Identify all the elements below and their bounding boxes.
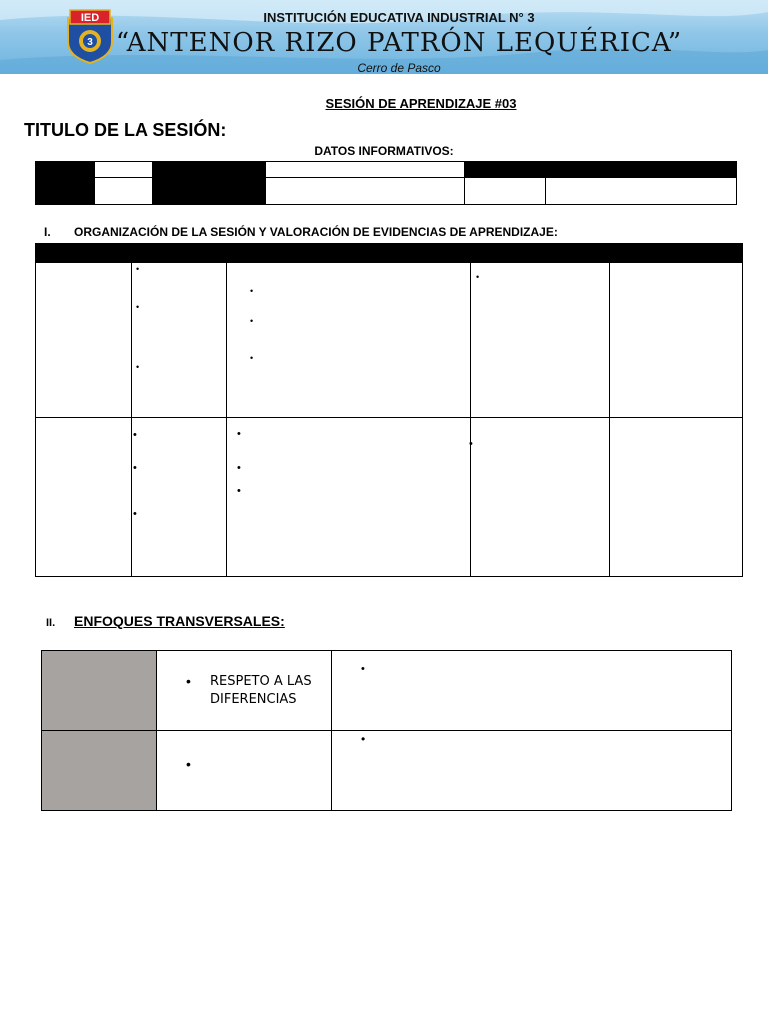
bullet: • bbox=[361, 732, 366, 746]
section-2-numeral: II. bbox=[46, 617, 56, 629]
bullet: • bbox=[469, 438, 473, 450]
organizacion-cell bbox=[471, 263, 610, 418]
bullet: • bbox=[250, 316, 254, 326]
enfoque-action-cell bbox=[332, 731, 732, 811]
bullet: • bbox=[136, 302, 140, 312]
bullet: • bbox=[136, 264, 140, 274]
section-1-title: ORGANIZACIÓN DE LA SESIÓN Y VALORACIÓN DE EVIDENCIAS DE APRENDIZAJE: bbox=[74, 225, 558, 239]
datos-cell bbox=[465, 162, 737, 178]
bullet: • bbox=[186, 756, 191, 772]
organizacion-header bbox=[610, 244, 743, 263]
organizacion-header bbox=[36, 244, 471, 263]
datos-cell bbox=[266, 178, 465, 205]
bullet: • bbox=[361, 663, 365, 675]
bullet: • bbox=[133, 508, 137, 520]
datos-cell bbox=[266, 162, 465, 178]
organizacion-cell bbox=[227, 263, 471, 418]
organizacion-cell bbox=[610, 263, 743, 418]
bullet: • bbox=[250, 353, 254, 363]
session-title-label: TITULO DE LA SESIÓN: bbox=[24, 120, 227, 140]
institution-name: INSTITUCIÓN EDUCATIVA INDUSTRIAL N° 3 bbox=[263, 10, 535, 25]
bullet: • bbox=[476, 272, 480, 282]
enfoque-respeto-text: RESPETO A LAS DIFERENCIAS bbox=[210, 674, 312, 707]
datos-cell bbox=[36, 162, 95, 205]
bullet: • bbox=[133, 462, 137, 474]
school-name: “ANTENOR RIZO PATRÓN LEQUÉRICA” bbox=[115, 28, 683, 58]
bullet: • bbox=[250, 286, 254, 296]
section-1-numeral: I. bbox=[44, 225, 51, 239]
organizacion-cell bbox=[132, 418, 227, 577]
enfoque-action-cell bbox=[332, 651, 732, 731]
datos-cell bbox=[465, 178, 546, 205]
logo-letters: IED bbox=[80, 12, 100, 24]
session-heading: SESIÓN DE APRENDIZAJE #03 bbox=[325, 96, 517, 111]
organizacion-cell bbox=[132, 263, 227, 418]
bullet: • bbox=[237, 462, 241, 474]
bullet: • bbox=[186, 673, 191, 689]
enfoque-label-cell bbox=[42, 651, 157, 731]
bullet: • bbox=[237, 485, 241, 497]
datos-cell bbox=[95, 178, 153, 205]
datos-heading: DATOS INFORMATIVOS: bbox=[314, 144, 454, 158]
organizacion-cell bbox=[36, 418, 132, 577]
bullet: • bbox=[136, 362, 140, 372]
city-name: Cerro de Pasco bbox=[357, 61, 441, 75]
organizacion-cell bbox=[36, 263, 132, 418]
organizacion-header bbox=[471, 244, 610, 263]
organizacion-cell bbox=[471, 418, 610, 577]
organizacion-cell bbox=[227, 418, 471, 577]
datos-cell bbox=[546, 178, 737, 205]
datos-cell bbox=[95, 162, 153, 178]
datos-table bbox=[35, 161, 737, 205]
bullet: • bbox=[133, 429, 137, 441]
enfoque-value-cell bbox=[157, 731, 332, 811]
organizacion-table bbox=[35, 243, 743, 577]
datos-cell bbox=[153, 162, 266, 205]
logo-number: 3 bbox=[87, 37, 93, 48]
section-2-title: ENFOQUES TRANSVERSALES: bbox=[74, 613, 285, 629]
bullet: • bbox=[237, 428, 241, 440]
enfoque-label-cell bbox=[42, 731, 157, 811]
enfoques-table bbox=[41, 650, 732, 811]
organizacion-cell bbox=[610, 418, 743, 577]
